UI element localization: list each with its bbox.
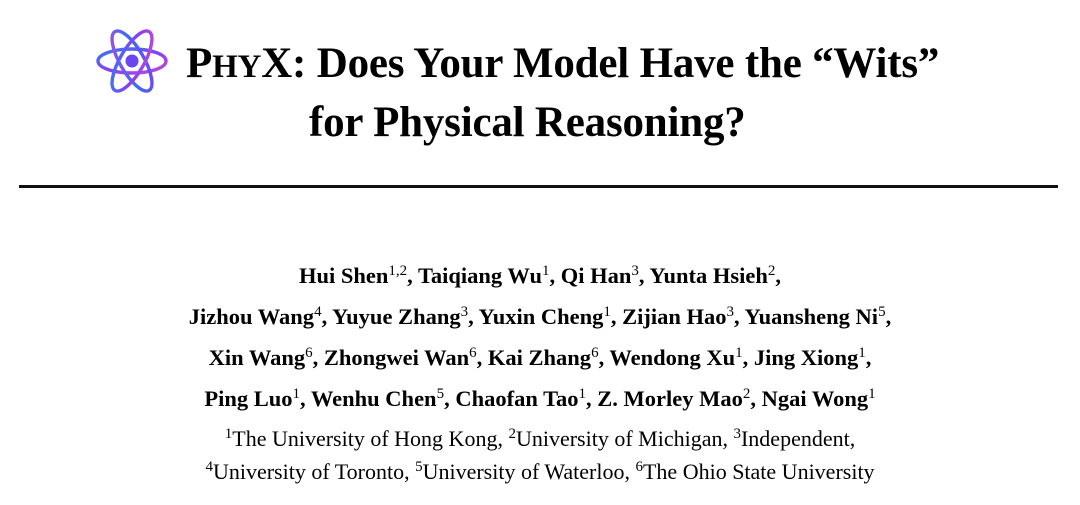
- affiliation-mark: 3: [733, 426, 741, 442]
- author-separator: ,: [734, 304, 745, 329]
- author-line: [0, 257, 1080, 298]
- author-name: [754, 345, 866, 370]
- author-affiliation-mark: 3: [631, 263, 639, 279]
- author-line: [0, 339, 1080, 380]
- author-separator: ,: [865, 345, 872, 370]
- author-line: [0, 380, 1080, 421]
- author-name-text: Kai Zhang: [487, 345, 592, 370]
- author-name: [479, 304, 611, 329]
- affiliation-mark: 1: [224, 426, 233, 442]
- affiliation-mark: 5: [415, 459, 423, 475]
- paper-title-line-2: for Physical Reasoning?: [309, 99, 746, 146]
- author-name: [311, 386, 444, 411]
- author-affiliation-mark: 6: [305, 345, 313, 361]
- affiliation-mark: 6: [635, 459, 643, 475]
- affiliation-name: The Ohio State University: [642, 459, 875, 484]
- affiliation: [225, 426, 498, 451]
- author-name-text: Hui Shen: [298, 263, 389, 288]
- author-affiliation-mark: 2: [767, 263, 776, 279]
- author-separator: ,: [885, 304, 892, 329]
- author-separator: ,: [750, 386, 762, 411]
- author-name: [332, 304, 468, 329]
- author-affiliation-mark: 5: [878, 304, 886, 320]
- author-affiliation-mark: 6: [591, 345, 599, 361]
- author-separator: ,: [742, 345, 754, 370]
- affiliation-name: University of Toronto: [212, 459, 405, 484]
- author-name: [204, 386, 300, 411]
- atom-icon: [95, 22, 169, 100]
- affiliation-name: University of Michigan: [515, 426, 723, 451]
- author-affiliation-mark: 2: [742, 386, 751, 402]
- author-name-text: Zijian Hao: [622, 304, 727, 329]
- author-name-text: Ping Luo: [204, 386, 293, 411]
- author-affiliation-mark: 1: [542, 263, 550, 279]
- affiliation: [733, 426, 849, 451]
- author-name: [209, 345, 313, 370]
- affiliation-name: University of Waterloo: [422, 459, 625, 484]
- author-name-text: Jizhou Wang: [188, 304, 315, 329]
- affiliation: [205, 459, 404, 484]
- author-name-text: Ngai Wong: [761, 386, 869, 411]
- author-name-text: Xin Wang: [208, 345, 306, 370]
- affiliation: [415, 459, 624, 484]
- affiliation-list: [0, 424, 1080, 490]
- author-line: [0, 298, 1080, 339]
- affiliation-separator: ,: [722, 426, 734, 451]
- author-name-text: Yunta Hsieh: [649, 263, 768, 288]
- affiliation-line: [0, 424, 1080, 457]
- author-name-text: Qi Han: [560, 263, 632, 288]
- author-affiliation-mark: 1: [735, 345, 743, 361]
- author-affiliation-mark: 6: [469, 345, 477, 361]
- author-name-text: Wendong Xu: [609, 345, 736, 370]
- author-affiliation-mark: 1: [578, 386, 587, 402]
- author-affiliation-mark: 3: [726, 304, 735, 320]
- author-name: [744, 304, 885, 329]
- author-separator: ,: [638, 263, 650, 288]
- affiliation-separator: ,: [849, 426, 856, 451]
- author-name-text: Yuyue Zhang: [331, 304, 461, 329]
- author-separator: ,: [476, 345, 488, 370]
- author-name-text: Yuxin Cheng: [478, 304, 604, 329]
- author-list: [0, 257, 1080, 421]
- author-affiliation-mark: 1: [868, 386, 876, 402]
- paper-title-line-1: [186, 39, 939, 88]
- author-separator: ,: [610, 304, 623, 329]
- header-rule: [19, 185, 1058, 188]
- author-name-text: Zhongwei Wan: [323, 345, 470, 370]
- author-name: [649, 263, 775, 288]
- author-separator: ,: [598, 345, 610, 370]
- author-affiliation-mark: 1: [858, 345, 866, 361]
- author-separator: ,: [407, 263, 418, 288]
- affiliation: [635, 459, 874, 484]
- author-affiliation-mark: 4: [314, 304, 322, 320]
- author-name: [762, 386, 876, 411]
- author-name: [455, 386, 586, 411]
- affiliation-separator: ,: [497, 426, 509, 451]
- author-separator: ,: [775, 263, 782, 288]
- author-affiliation-mark: 1: [292, 386, 301, 402]
- title-hy: HY: [212, 49, 262, 85]
- author-affiliation-mark: 1,2: [388, 263, 408, 279]
- affiliation-mark: 2: [508, 426, 516, 442]
- author-separator: ,: [468, 304, 479, 329]
- author-name: [189, 304, 322, 329]
- author-name: [418, 263, 550, 288]
- author-separator: ,: [586, 386, 598, 411]
- author-name: [324, 345, 477, 370]
- author-separator: ,: [444, 386, 456, 411]
- author-name-text: Chaofan Tao: [455, 386, 579, 411]
- author-affiliation-mark: 1: [603, 304, 611, 320]
- author-name-text: Z. Morley Mao: [597, 386, 743, 411]
- affiliation: [508, 426, 722, 451]
- author-separator: ,: [300, 386, 311, 411]
- author-name: [561, 263, 639, 288]
- author-name-text: Jing Xiong: [753, 345, 859, 370]
- author-separator: ,: [549, 263, 561, 288]
- title-rest: X: Does Your Model Have the “Wits”: [261, 40, 940, 87]
- author-separator: ,: [312, 345, 324, 370]
- author-name-text: Yuansheng Ni: [744, 304, 879, 329]
- author-name: [488, 345, 599, 370]
- affiliation-line: [0, 457, 1080, 490]
- affiliation-name: Independent: [740, 426, 850, 451]
- affiliation-name: The University of Hong Kong: [232, 426, 498, 451]
- affiliation-separator: ,: [624, 459, 636, 484]
- author-affiliation-mark: 3: [460, 304, 469, 320]
- author-separator: ,: [321, 304, 332, 329]
- author-name: [609, 345, 742, 370]
- author-name: [597, 386, 750, 411]
- affiliation-separator: ,: [404, 459, 416, 484]
- author-name: [299, 263, 407, 288]
- author-affiliation-mark: 5: [436, 386, 445, 402]
- author-name-text: Taiqiang Wu: [417, 263, 542, 288]
- author-name-text: Wenhu Chen: [310, 386, 437, 411]
- affiliation-mark: 4: [205, 459, 213, 475]
- author-name: [622, 304, 734, 329]
- title-p: P: [186, 40, 213, 87]
